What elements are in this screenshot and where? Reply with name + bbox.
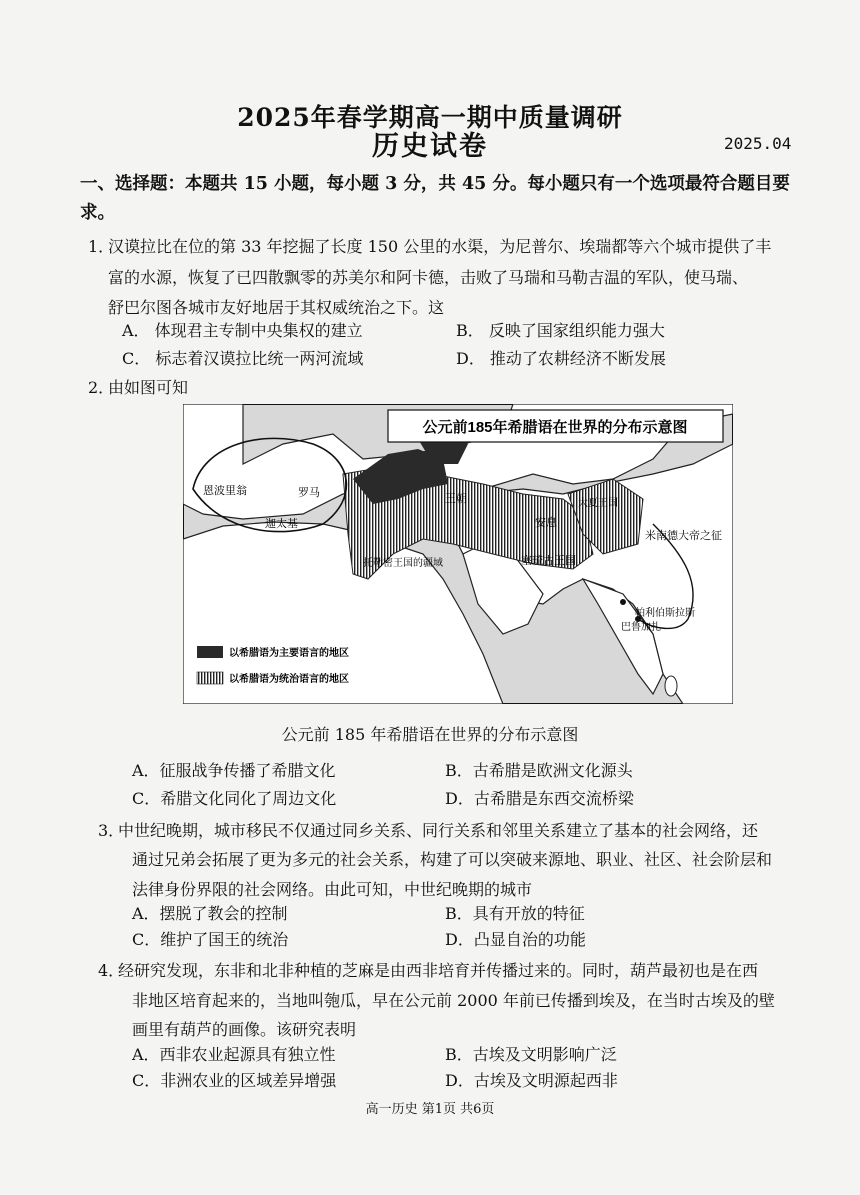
map-label-bactria: 大夏王国 — [578, 498, 618, 509]
map-label-ptolemaic: 托勒密王国的疆域 — [363, 558, 443, 569]
section-heading: 一、选择题：本题共 15 小题，每小题 3 分，共 45 分。每小题只有一个选项最符合题目要求。 — [80, 174, 790, 223]
map-caption: 公元前 185 年希腊语在世界的分布示意图 — [281, 725, 579, 744]
question-3-number: 3． — [98, 821, 125, 840]
exam-subject: 历史试卷 — [372, 131, 488, 162]
question-3-line-2: 通过兄弟会拓展了更为多元的社会关系，构建了可以突破来源地、职业、社区、社会阶层和 — [132, 850, 773, 869]
question-3-line-3: 法律身份界限的社会网络。由此可知，中世纪晚期的城市 — [132, 880, 533, 899]
exam-title: 2025年春学期高一期中质量调研 — [237, 103, 623, 132]
map-label-emporion: 恩波里翁 — [203, 485, 247, 497]
map-label-carthage: 迦太基 — [265, 518, 298, 530]
question-1-option-c[interactable]: C． 标志着汉谟拉比统一两河流域 — [122, 349, 364, 368]
question-2-option-d[interactable]: D．古希腊是东西交流桥梁 — [445, 789, 634, 808]
question-4-option-d[interactable]: D．古埃及文明源起西非 — [445, 1071, 618, 1090]
question-4-option-b[interactable]: B．古埃及文明影响广泛 — [445, 1045, 617, 1064]
question-1-number: 1． — [88, 237, 115, 256]
question-1-line-3: 舒巴尔图各城市友好地居于其权威统治之下。这 — [108, 298, 445, 317]
question-3-option-a[interactable]: A．摆脱了教会的控制 — [132, 904, 288, 923]
legend-label-ruling: 以希腊语为统治语言的地区 — [229, 674, 349, 685]
question-1-option-d[interactable]: D． 推动了农耕经济不断发展 — [456, 349, 666, 368]
exam-date: 2025.04 — [724, 134, 792, 153]
legend-label-main: 以希腊语为主要语言的地区 — [229, 648, 349, 659]
question-3-option-b[interactable]: B．具有开放的特征 — [445, 904, 585, 923]
greek-language-map — [183, 404, 733, 704]
question-4-option-a[interactable]: A．西非农业起源具有独立性 — [132, 1045, 336, 1064]
question-1-line-1: 汉谟拉比在位的第 33 年挖掘了长度 150 公里的水渠，为尼普尔、埃瑞都等六个城市提供了丰 — [108, 237, 772, 256]
question-4-option-c[interactable]: C．非洲农业的区域差异增强 — [132, 1071, 337, 1090]
question-1-line-2: 富的水源，恢复了已四散飘零的苏美尔和阿卡德，击败了马瑞和马勒吉温的军队，使马瑞、 — [108, 268, 749, 287]
question-4-line-3: 画里有葫芦的画像。该研究表明 — [132, 1020, 357, 1039]
legend-swatch-main — [197, 646, 223, 658]
map-label-menander: 米南德大帝之征 — [645, 530, 722, 542]
map-label-rome: 罗马 — [298, 487, 320, 499]
question-4-line-2: 非地区培育起来的，当地叫匏瓜，早在公元前 2000 年前已传播到埃及，在当时古埃及的壁 — [132, 991, 775, 1010]
page-footer: 高一历史 第1页 共6页 — [365, 1102, 495, 1117]
question-3-line-1: 中世纪晚期，城市移民不仅通过同乡关系、同行关系和邻里关系建立了基本的社会网络，还 — [118, 821, 759, 840]
question-2-number: 2． — [88, 378, 115, 397]
question-3-option-d[interactable]: D．凸显自治的功能 — [445, 930, 586, 949]
map-label-pataliputra: 帕利伯斯拉斯 — [635, 608, 695, 619]
map-label-parthia: 安息 — [535, 517, 557, 529]
map-label-barygaza: 巴鲁加扎 — [621, 622, 661, 633]
question-1-option-b[interactable]: B． 反映了国家组织能力强大 — [456, 321, 665, 340]
question-2-option-b[interactable]: B．古希腊是欧洲文化源头 — [445, 761, 633, 780]
map-label-seleucid: 塞琉古王国 — [521, 555, 576, 567]
map-label-dynasty: 王朝 — [445, 493, 467, 505]
question-4-number: 4． — [98, 961, 125, 980]
map-sri-lanka — [665, 676, 677, 696]
question-1-option-a[interactable]: A． 体现君主专制中央集权的建立 — [122, 321, 363, 340]
map-title: 公元前185年希腊语在世界的分布示意图 — [422, 419, 688, 436]
question-2-line-1: 由如图可知 — [108, 378, 189, 397]
question-4-line-1: 经研究发现，东非和北非种植的芝麻是由西非培育并传播过来的。同时，葫芦最初也是在西 — [118, 961, 759, 980]
question-2-option-a[interactable]: A．征服战争传播了希腊文化 — [132, 761, 336, 780]
question-3-option-c[interactable]: C．维护了国王的统治 — [132, 930, 289, 949]
legend-swatch-ruling — [197, 672, 223, 684]
question-2-option-c[interactable]: C．希腊文化同化了周边文化 — [132, 789, 337, 808]
